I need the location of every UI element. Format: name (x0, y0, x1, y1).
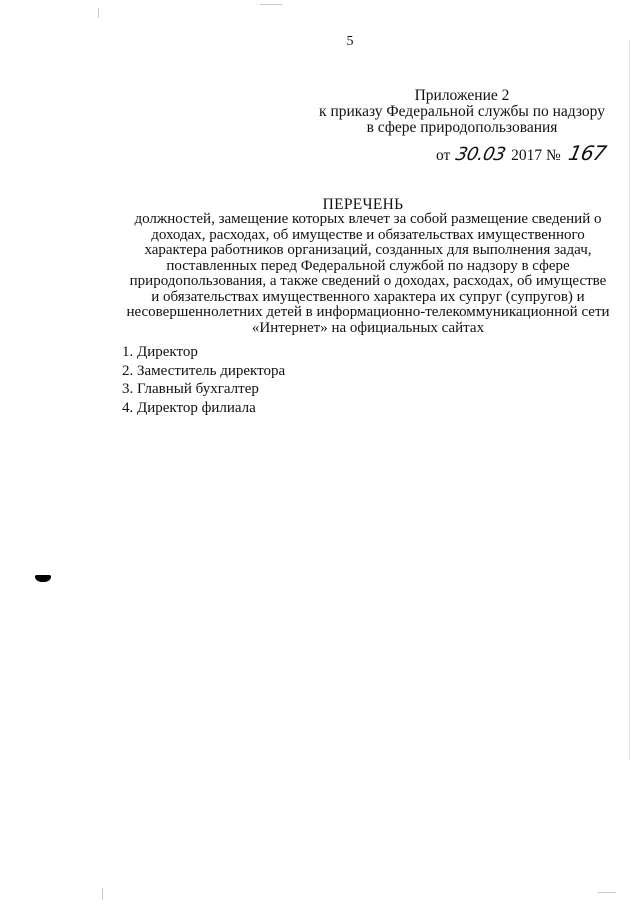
date-prefix: от (436, 147, 451, 164)
scan-artifact (102, 888, 103, 900)
description-line: должностей, замещение которых влечет за собой размещение сведений о (134, 211, 602, 227)
handwritten-number: 167 (566, 141, 608, 165)
description-line: доходах, расходах, об имуществе и обязательствах имущественного (151, 226, 585, 243)
appendix-title: Приложение 2 (414, 87, 510, 104)
description-line: природопользования, а также сведений о доходах, расходах, об имуществе (129, 273, 607, 289)
document-title: ПЕРЕЧЕНЬ (322, 196, 404, 213)
scan-artifact (598, 892, 616, 893)
appendix-line-2: в сфере природопользования (366, 119, 558, 136)
appendix-line-1: к приказу Федеральной службы по надзору (319, 103, 605, 120)
number-sign: № (545, 147, 561, 164)
list-item: 4. Директор филиала (122, 399, 256, 416)
appendix-header (312, 88, 612, 136)
order-date-line (436, 141, 608, 165)
punch-hole-mark (35, 575, 51, 582)
description-line: «Интернет» на официальных сайтах (251, 319, 485, 336)
list-item: 3. Главный бухгалтер (122, 381, 259, 397)
list-item: 2. Заместитель директора (122, 362, 286, 379)
description-line: характера работников организаций, созданных для выполнения задач, (144, 242, 592, 258)
handwritten-date: 30.03 (453, 144, 508, 165)
order-year: 2017 (511, 147, 543, 164)
document-description (118, 212, 618, 336)
scan-artifact (98, 8, 99, 18)
positions-list (122, 343, 285, 417)
list-item: 1. Директор (122, 344, 198, 360)
description-line: и обязательствах имущественного характера их супруг (супругов) и (151, 288, 585, 305)
scan-artifact (260, 4, 282, 5)
description-line: поставленных перед Федеральной службой по надзору в сфере (166, 257, 570, 274)
page-number: 5 (346, 34, 354, 49)
description-line: несовершеннолетних детей в информационно-телекоммуникационной сети (126, 304, 610, 320)
scan-artifact (629, 40, 630, 760)
